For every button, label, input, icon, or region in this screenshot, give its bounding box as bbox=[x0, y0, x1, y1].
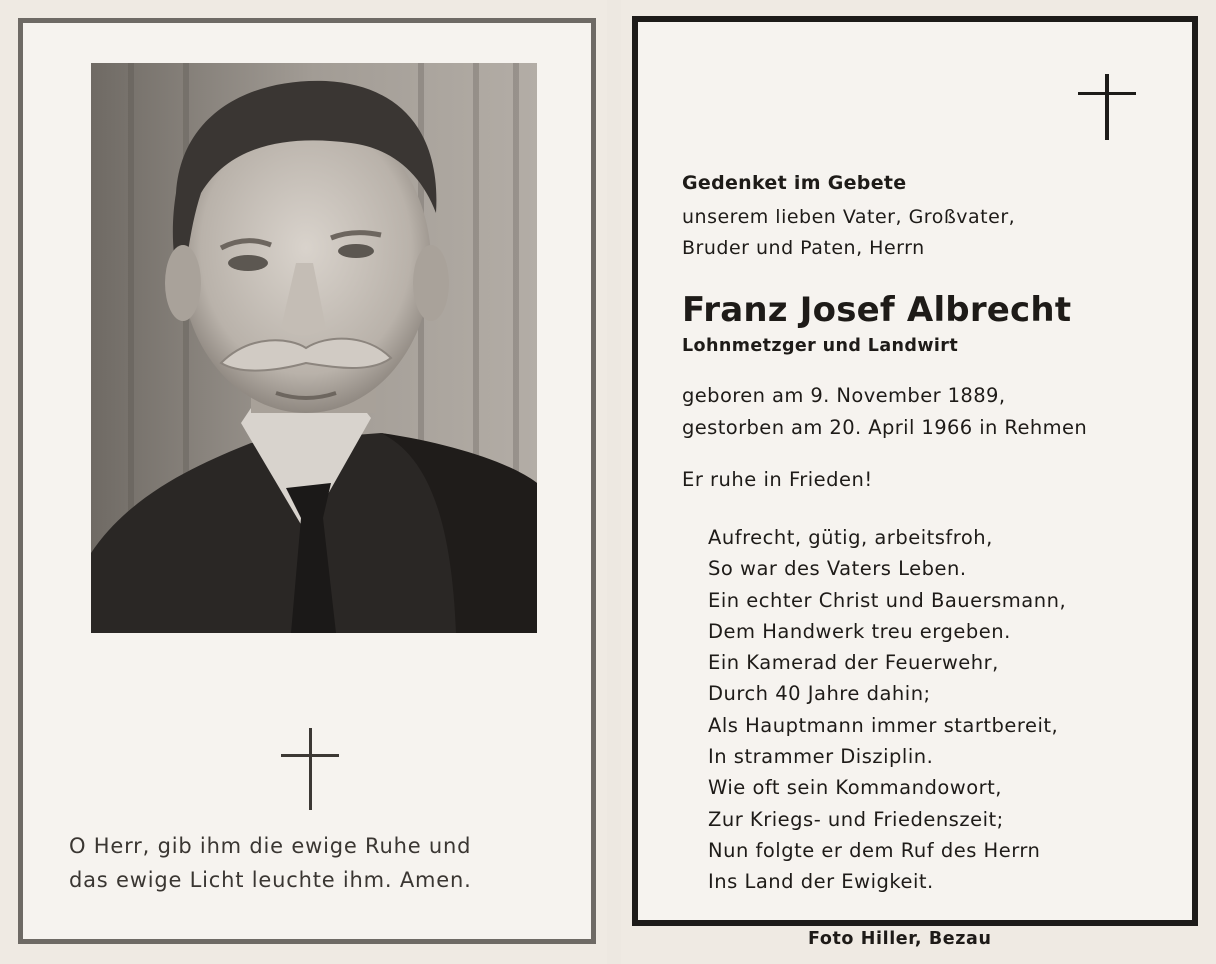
memorial-poem bbox=[708, 522, 1066, 898]
poem-line: Dem Handwerk treu ergeben. bbox=[708, 619, 1011, 643]
poem-line: Ein echter Christ und Bauersmann, bbox=[708, 588, 1067, 612]
profession: Lohnmetzger und Landwirt bbox=[682, 336, 959, 356]
cross-icon bbox=[1078, 74, 1138, 140]
poem-line: Als Hauptmann immer startbereit, bbox=[708, 713, 1059, 737]
memorial-card-back bbox=[632, 16, 1198, 926]
death-date-line: gestorben am 20. April 1966 in Rehmen bbox=[682, 416, 1088, 439]
deceased-name: Franz Josef Albrecht bbox=[682, 290, 1072, 330]
poem-line: So war des Vaters Leben. bbox=[708, 557, 967, 581]
prayer-text bbox=[69, 829, 559, 897]
prayer-line: das ewige Licht leuchte ihm. Amen. bbox=[69, 868, 472, 892]
poem-line: Ein Kamerad der Feuerwehr, bbox=[708, 651, 999, 675]
prayer-line: O Herr, gib ihm die ewige Ruhe und bbox=[69, 834, 472, 858]
poem-line: Zur Kriegs- und Friedenszeit; bbox=[708, 807, 1004, 831]
poem-line: Wie oft sein Kommandowort, bbox=[708, 776, 1002, 800]
intro-text bbox=[682, 202, 1015, 264]
intro-line: unserem lieben Vater, Großvater, bbox=[682, 206, 1016, 228]
intro-line: Bruder und Paten, Herrn bbox=[682, 237, 925, 259]
poem-line: Aufrecht, gütig, arbeitsfroh, bbox=[708, 526, 993, 549]
intro-heading: Gedenket im Gebete bbox=[682, 172, 907, 194]
life-dates bbox=[682, 380, 1087, 444]
rest-in-peace: Er ruhe in Frieden! bbox=[682, 468, 873, 491]
photo-credit: Foto Hiller, Bezau bbox=[808, 929, 992, 949]
memorial-card-front bbox=[18, 18, 596, 944]
poem-line: Ins Land der Ewigkeit. bbox=[708, 870, 934, 894]
portrait-photo bbox=[91, 63, 537, 633]
birth-date-line: geboren am 9. November 1889, bbox=[682, 384, 1006, 407]
portrait-illustration bbox=[91, 63, 537, 633]
poem-line: Nun folgte er dem Ruf des Herrn bbox=[708, 838, 1041, 862]
cross-icon bbox=[281, 728, 341, 810]
gap-between-cards bbox=[607, 0, 621, 964]
poem-line: Durch 40 Jahre dahin; bbox=[708, 682, 931, 706]
poem-line: In strammer Disziplin. bbox=[708, 745, 934, 769]
